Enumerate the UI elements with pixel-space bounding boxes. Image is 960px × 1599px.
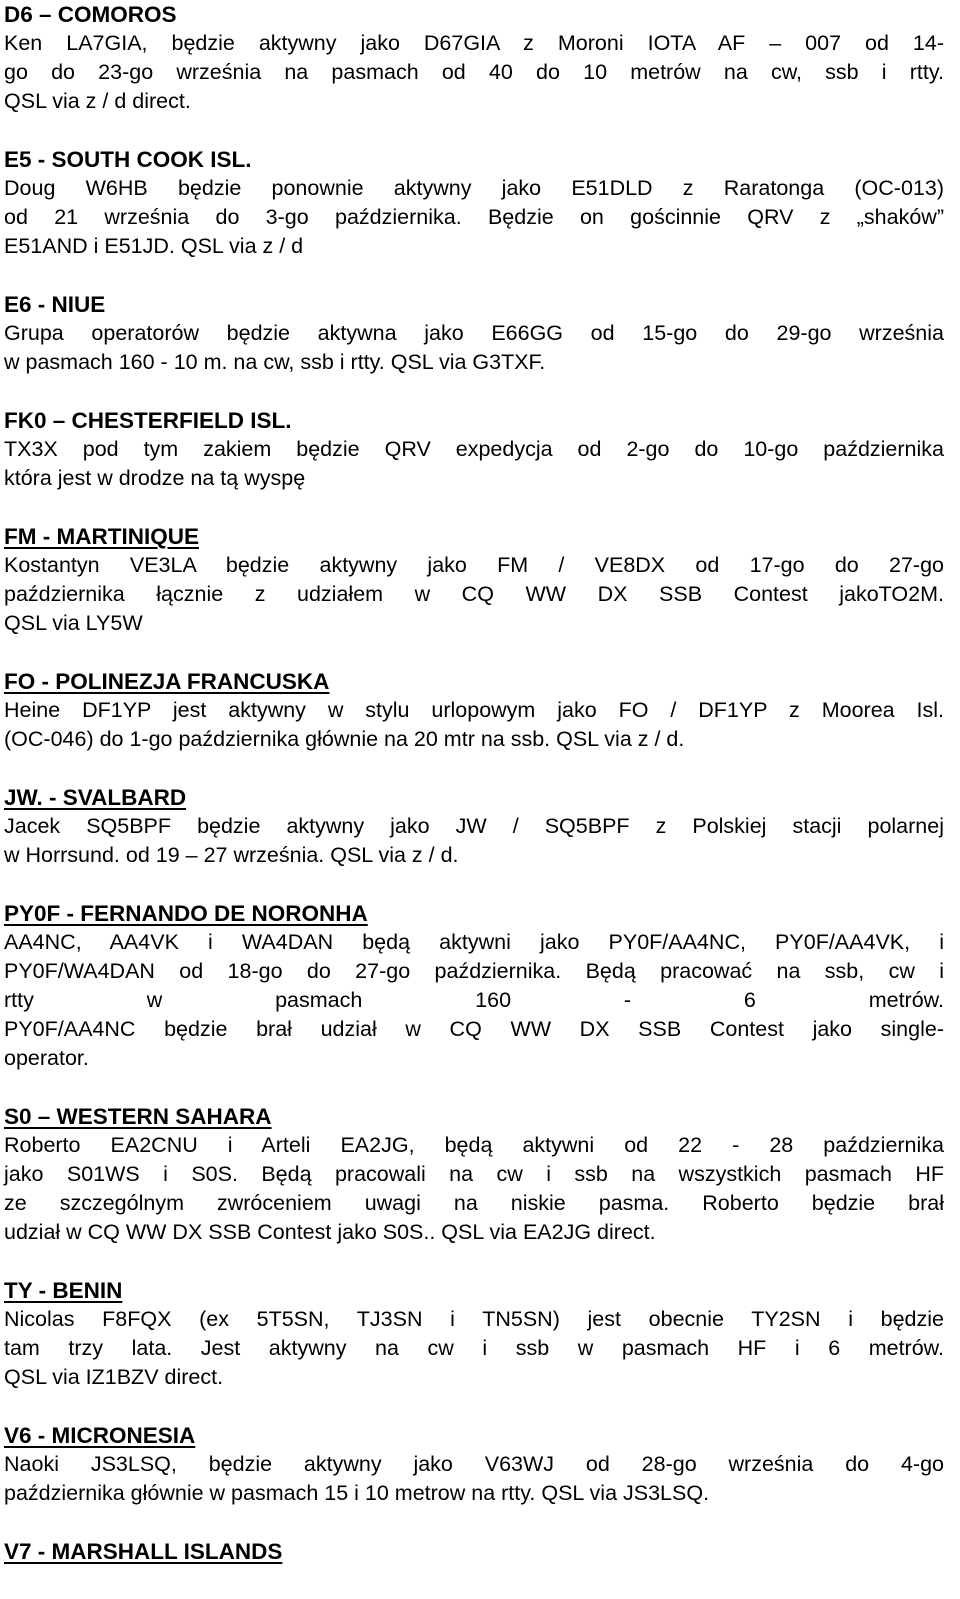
section-text-line: (OC-046) do 1-go października głównie na 20 mtr na ssb. QSL via z / d.: [4, 727, 685, 751]
section-heading: E5 - SOUTH COOK ISL.: [4, 147, 252, 172]
dx-section: [4, 667, 944, 754]
section-heading: S0 – WESTERN SAHARA: [4, 1104, 272, 1129]
section-text-line: udział w CQ WW DX SSB Contest jako S0S.. QSL via EA2JG direct.: [4, 1220, 656, 1244]
document-page: [4, 0, 944, 1595]
section-text-line: która jest w drodze na tą wyspę: [4, 466, 306, 490]
section-text-line: Jacek SQ5BPF będzie aktywny jako JW / SQ5BPF z Polskiej stacji polarnej: [4, 814, 944, 838]
section-text-line: jako S01WS i S0S. Będą pracowali na cw i ssb na wszystkich pasmach HF: [4, 1162, 944, 1186]
dx-section: [4, 1276, 944, 1392]
section-heading: TY - BENIN: [4, 1278, 123, 1303]
section-text-line: QSL via z / d direct.: [4, 89, 191, 113]
section-text-line: rtty w pasmach 160 - 6 metrów.: [4, 988, 944, 1012]
section-heading: V7 - MARSHALL ISLANDS: [4, 1539, 283, 1564]
section-text-line: w pasmach 160 - 10 m. na cw, ssb i rtty. QSL via G3TXF.: [4, 350, 546, 374]
section-text-line: tam trzy lata. Jest aktywny na cw i ssb w pasmach HF i 6 metrów.: [4, 1336, 944, 1360]
dx-section: [4, 145, 944, 261]
section-text-line: października łącznie z udziałem w CQ WW DX SSB Contest jakoTO2M.: [4, 582, 944, 606]
section-text-line: Kostantyn VE3LA będzie aktywny jako FM / VE8DX od 17-go do 27-go: [4, 553, 944, 577]
section-text-line: Roberto EA2CNU i Arteli EA2JG, będą aktywni od 22 - 28 października: [4, 1133, 944, 1157]
section-text-line: Naoki JS3LSQ, będzie aktywny jako V63WJ od 28-go września do 4-go: [4, 1452, 944, 1476]
dx-section: [4, 522, 944, 638]
dx-section: [4, 406, 944, 493]
section-heading: V6 - MICRONESIA: [4, 1423, 196, 1448]
section-text-line: ze szczególnym zwróceniem uwagi na niskie pasma. Roberto będzie brał: [4, 1191, 944, 1215]
section-heading: JW. - SVALBARD: [4, 785, 187, 810]
dx-section: [4, 1102, 944, 1247]
section-text-line: Grupa operatorów będzie aktywna jako E66GG od 15-go do 29-go września: [4, 321, 944, 345]
section-text-line: go do 23-go września na pasmach od 40 do 10 metrów na cw, ssb i rtty.: [4, 60, 944, 84]
section-text-line: Heine DF1YP jest aktywny w stylu urlopowym jako FO / DF1YP z Moorea Isl.: [4, 698, 944, 722]
section-text-line: PY0F/AA4NC będzie brał udział w CQ WW DX SSB Contest jako single-: [4, 1017, 944, 1041]
section-text-line: w Horrsund. od 19 – 27 września. QSL via z / d.: [4, 843, 459, 867]
section-heading: PY0F - FERNANDO DE NORONHA: [4, 901, 368, 926]
section-text-line: QSL via IZ1BZV direct.: [4, 1365, 224, 1389]
section-text-line: AA4NC, AA4VK i WA4DAN będą aktywni jako PY0F/AA4NC, PY0F/AA4VK, i: [4, 930, 944, 954]
section-text-line: od 21 września do 3-go października. Będzie on gościnnie QRV z „shaków”: [4, 205, 944, 229]
section-text-line: TX3X pod tym zakiem będzie QRV expedycja od 2-go do 10-go października: [4, 437, 944, 461]
section-heading: FM - MARTINIQUE: [4, 524, 199, 549]
dx-section: [4, 1421, 944, 1508]
section-heading: E6 - NIUE: [4, 292, 106, 317]
section-text-line: Nicolas F8FQX (ex 5T5SN, TJ3SN i TN5SN) jest obecnie TY2SN i będzie: [4, 1307, 944, 1331]
section-heading: D6 – COMOROS: [4, 2, 177, 27]
section-text-line: operator.: [4, 1046, 89, 1070]
dx-section: [4, 899, 944, 1073]
section-heading: FO - POLINEZJA FRANCUSKA: [4, 669, 330, 694]
section-text-line: PY0F/WA4DAN od 18-go do 27-go października. Będą pracować na ssb, cw i: [4, 959, 944, 983]
dx-section: [4, 783, 944, 870]
dx-section: [4, 0, 944, 116]
section-text-line: E51AND i E51JD. QSL via z / d: [4, 234, 304, 258]
dx-section: [4, 290, 944, 377]
section-text-line: Ken LA7GIA, będzie aktywny jako D67GIA z Moroni IOTA AF – 007 od 14-: [4, 31, 944, 55]
section-heading: FK0 – CHESTERFIELD ISL.: [4, 408, 292, 433]
section-text-line: Doug W6HB będzie ponownie aktywny jako E51DLD z Raratonga (OC-013): [4, 176, 944, 200]
section-text-line: października głównie w pasmach 15 i 10 metrow na rtty. QSL via JS3LSQ.: [4, 1481, 710, 1505]
section-text-line: QSL via LY5W: [4, 611, 143, 635]
dx-section: [4, 1537, 944, 1566]
